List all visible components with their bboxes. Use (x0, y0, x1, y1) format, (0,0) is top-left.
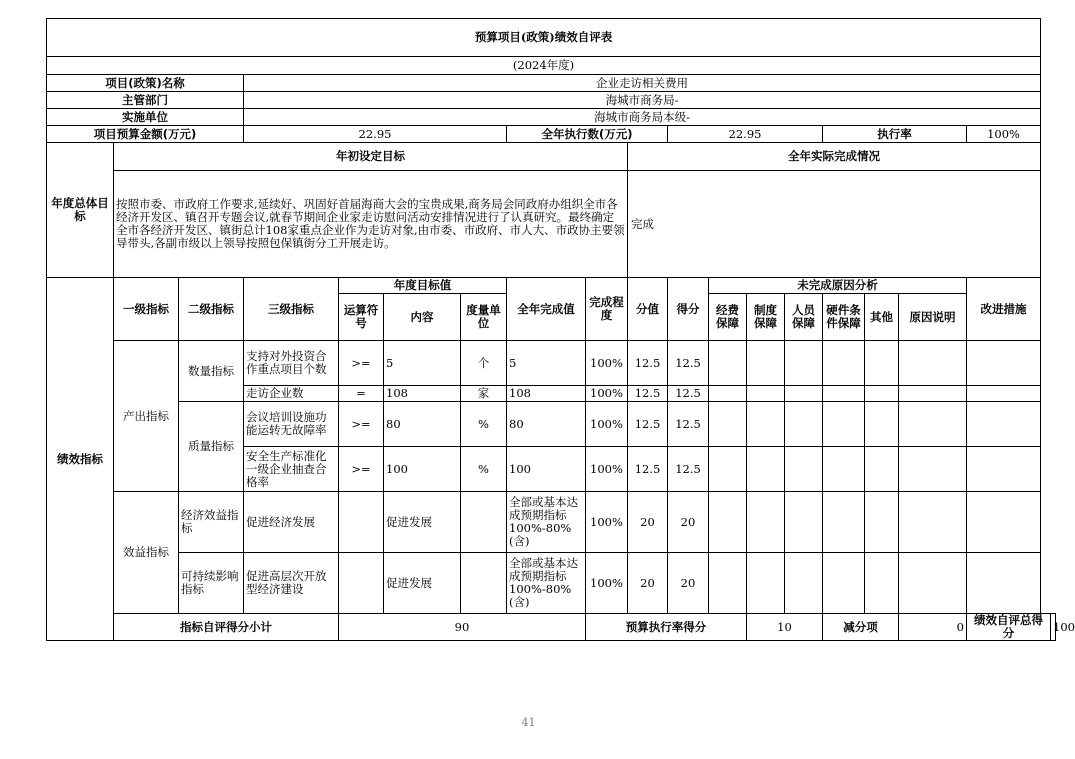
project-name-label: 项目(政策)名称 (47, 75, 244, 92)
row-2-unit: 家 (461, 386, 507, 402)
dept-label: 主管部门 (47, 92, 244, 109)
unit-value: 海城市商务局本级- (244, 109, 1041, 126)
page-title: 预算项目(政策)绩效自评表 (47, 19, 1041, 57)
row-3-degree: 100% (586, 402, 628, 447)
row-6-unit (461, 553, 507, 614)
row-6-degree: 100% (586, 553, 628, 614)
row-2-degree: 100% (586, 386, 628, 402)
unit-label: 实施单位 (47, 109, 244, 126)
row-6-score: 20 (668, 553, 709, 614)
goal-set-text: 按照市委、市政府工作要求,延续好、巩固好首届海商大会的宝贵成果,商务局会同政府办组织全市各经济开发区、镇召开专题会议,就春节期间企业家走访慰问活动安排情况进行了认真研究。最终确定全市各经济开发区、镇街总计108家重点企业作为走访对象,由市委、市政府、市人大、市政协主要领导带头,各副市级以上领导按照包保镇街分工开展走访。 (114, 171, 628, 278)
row-6-content: 促进发展 (384, 553, 461, 614)
header-level3: 三级指标 (244, 278, 339, 341)
total-label: 绩效自评总得分 (967, 614, 1051, 641)
header-operator: 运算符号 (339, 294, 384, 341)
row-5-op (339, 492, 384, 553)
row-5-unit (461, 492, 507, 553)
header-actual: 全年完成值 (507, 278, 586, 341)
dept-value: 海城市商务局- (244, 92, 1041, 109)
budget-value: 22.95 (244, 126, 507, 143)
goal-actual-header: 全年实际完成情况 (628, 143, 1041, 171)
row-6-l3: 促进高层次开放型经济建设 (244, 553, 339, 614)
row-1-content: 5 (384, 341, 461, 386)
header-degree: 完成程度 (586, 278, 628, 341)
row-4-op: >= (339, 447, 384, 492)
deduction-label: 减分项 (823, 614, 899, 641)
executed-value: 22.95 (668, 126, 823, 143)
row-5-l2: 经济效益指标 (179, 492, 244, 553)
output-label: 产出指标 (114, 341, 179, 492)
goal-set-header: 年初设定目标 (114, 143, 628, 171)
row-5-actual: 全部或基本达成预期指标100%-80%(含) (507, 492, 586, 553)
header-hardware: 硬件条件保障 (823, 294, 865, 341)
header-other: 其他 (865, 294, 899, 341)
benefit-label: 效益指标 (114, 492, 179, 614)
subtotal-label: 指标自评得分小计 (114, 614, 339, 641)
header-content: 内容 (384, 294, 461, 341)
row-3-score: 12.5 (668, 402, 709, 447)
header-level1: 一级指标 (114, 278, 179, 341)
quality-label: 质量指标 (179, 402, 244, 492)
header-annual-target: 年度目标值 (339, 278, 507, 294)
row-1-score: 12.5 (668, 341, 709, 386)
row-6-actual: 全部或基本达成预期指标100%-80%(含) (507, 553, 586, 614)
budget-score-label: 预算执行率得分 (586, 614, 747, 641)
row-3-content: 80 (384, 402, 461, 447)
row-3-actual: 80 (507, 402, 586, 447)
header-reason-analysis: 未完成原因分析 (709, 278, 967, 294)
executed-label: 全年执行数(万元) (507, 126, 668, 143)
row-1-op: >= (339, 341, 384, 386)
row-2-op: = (339, 386, 384, 402)
row-3-unit: % (461, 402, 507, 447)
deduction-value: 0 (899, 614, 967, 641)
row-3-op: >= (339, 402, 384, 447)
header-score-value: 分值 (628, 278, 668, 341)
budget-score-value: 10 (747, 614, 823, 641)
annual-goal-label: 年度总体目标 (47, 143, 114, 278)
row-5-value: 20 (628, 492, 668, 553)
row-2-actual: 108 (507, 386, 586, 402)
row-1-unit: 个 (461, 341, 507, 386)
subtotal-value: 90 (339, 614, 586, 641)
exec-rate-label: 执行率 (823, 126, 967, 143)
total-value: 100 (1051, 614, 1056, 641)
row-1-value: 12.5 (628, 341, 668, 386)
row-3-value: 12.5 (628, 402, 668, 447)
page-number: 41 (521, 716, 536, 729)
header-level2: 二级指标 (179, 278, 244, 341)
header-funding: 经费保障 (709, 294, 747, 341)
quantity-label: 数量指标 (179, 341, 244, 402)
row-6-op (339, 553, 384, 614)
row-1-actual: 5 (507, 341, 586, 386)
row-4-l3: 安全生产标准化一级企业抽查合格率 (244, 447, 339, 492)
row-2-score: 12.5 (668, 386, 709, 402)
row-5-l3: 促进经济发展 (244, 492, 339, 553)
budget-label: 项目预算金额(万元) (47, 126, 244, 143)
row-1-l3: 支持对外投资合作重点项目个数 (244, 341, 339, 386)
row-4-content: 100 (384, 447, 461, 492)
header-improve: 改进措施 (967, 278, 1041, 341)
row-2-content: 108 (384, 386, 461, 402)
row-6-l2: 可持续影响指标 (179, 553, 244, 614)
header-staff: 人员保障 (785, 294, 823, 341)
project-name: 企业走访相关费用 (244, 75, 1041, 92)
row-3-l3: 会议培训设施功能运转无故障率 (244, 402, 339, 447)
row-4-score: 12.5 (668, 447, 709, 492)
row-2-value: 12.5 (628, 386, 668, 402)
goal-actual-text: 完成 (628, 171, 1041, 278)
header-reason: 原因说明 (899, 294, 967, 341)
performance-table (46, 18, 1075, 641)
row-4-unit: % (461, 447, 507, 492)
row-4-value: 12.5 (628, 447, 668, 492)
row-4-degree: 100% (586, 447, 628, 492)
header-unit: 度量单位 (461, 294, 507, 341)
row-2-l3: 走访企业数 (244, 386, 339, 402)
exec-rate-value: 100% (967, 126, 1041, 143)
page-subtitle: (2024年度) (47, 57, 1041, 75)
header-system: 制度保障 (747, 294, 785, 341)
header-score: 得分 (668, 278, 709, 341)
row-6-value: 20 (628, 553, 668, 614)
row-5-content: 促进发展 (384, 492, 461, 553)
row-5-score: 20 (668, 492, 709, 553)
perf-label: 绩效指标 (47, 278, 114, 641)
row-1-degree: 100% (586, 341, 628, 386)
row-4-actual: 100 (507, 447, 586, 492)
row-5-degree: 100% (586, 492, 628, 553)
